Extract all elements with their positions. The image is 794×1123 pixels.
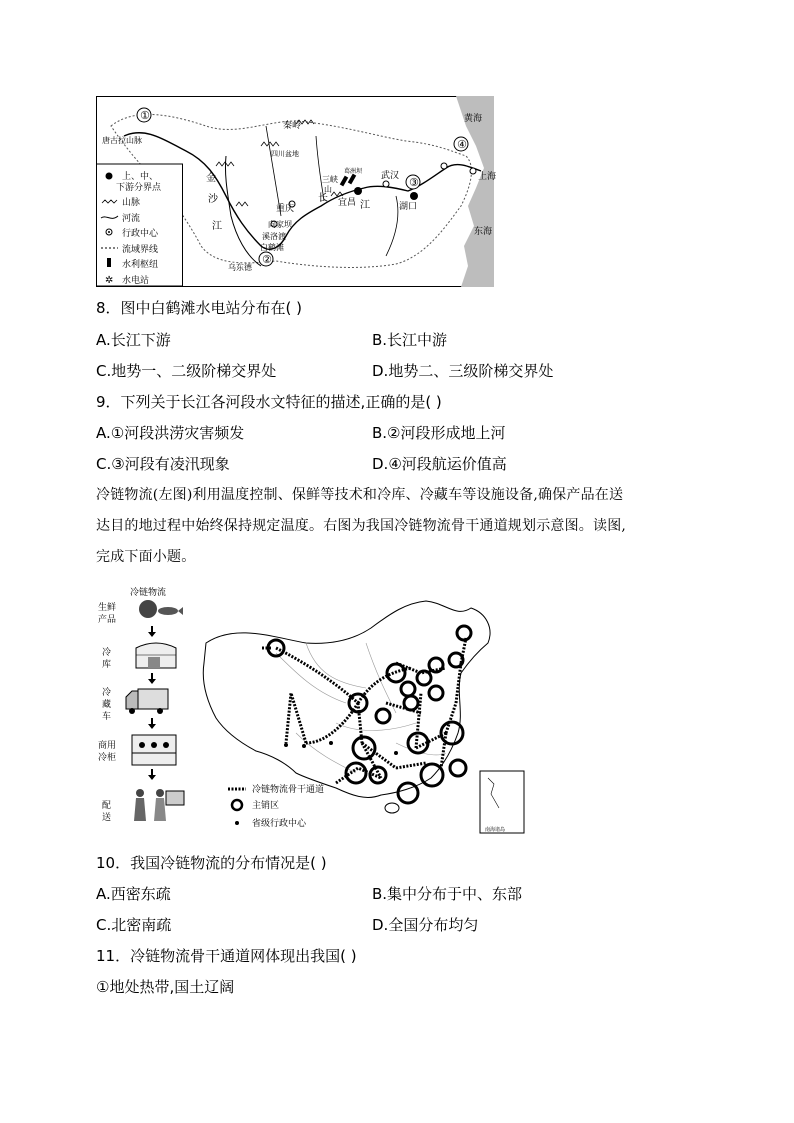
- q9-stem: 9．下列关于长江各河段水文特征的描述,正确的是( ): [96, 393, 442, 411]
- legend-text-6: 流域界线: [122, 245, 159, 255]
- hydro-icon: ✲: [105, 275, 114, 286]
- delivery-icon: [134, 789, 184, 821]
- q11-stem: 11．冷链物流骨干通道网体现出我国( ): [96, 947, 357, 965]
- arrow-down-icon: [148, 673, 156, 684]
- label-shanghai: 上海: [478, 172, 497, 182]
- boundary-point-yichang: [354, 187, 362, 195]
- admin-center-icon-dot: [108, 231, 110, 233]
- fresh-produce-icon: [139, 600, 183, 618]
- intro-line-3: 完成下面小题。: [96, 549, 196, 565]
- dam-icon: [107, 258, 111, 267]
- legend-text-5: 行政中心: [122, 229, 159, 239]
- q10-option-b[interactable]: B.集中分布于中、东部: [372, 885, 523, 903]
- q9-option-a[interactable]: A.①河段洪涝灾害频发: [96, 424, 245, 442]
- step-label-1b: 产品: [98, 615, 117, 625]
- step-label-4a: 商用: [98, 741, 117, 751]
- label-donghai: 东海: [474, 227, 493, 237]
- q10-option-a[interactable]: A.西密东疏: [96, 885, 171, 903]
- admin-center-shanghai: [470, 168, 476, 174]
- intro-line-1: 冷链物流(左图)利用温度控制、保鲜等技术和冷库、冷藏车等设施设备,确保产品在送: [96, 487, 624, 503]
- admin-center-nanjing: [441, 163, 447, 169]
- cold-storage-icon: [136, 643, 176, 668]
- boundary-point-hukou: [410, 192, 418, 200]
- q9-option-d[interactable]: D.④河段航运价值高: [372, 455, 507, 473]
- q8-option-a[interactable]: A.长江下游: [96, 331, 171, 349]
- label-baihetan: 白鹤滩: [260, 243, 284, 252]
- label-jiang: 江: [212, 221, 222, 232]
- label-wudongde: 乌东德: [228, 263, 252, 272]
- step-label-3c: 车: [102, 712, 112, 722]
- label-tanggula: 唐古拉山脉: [102, 136, 142, 145]
- step-label-5b: 送: [102, 813, 112, 823]
- q10-stem: 10．我国冷链物流的分布情况是( ): [96, 854, 327, 872]
- chain-title: 冷链物流: [130, 588, 167, 598]
- label-chongqing: 重庆: [276, 204, 295, 214]
- q8-stem: 8．图中白鹤滩水电站分布在( ): [96, 299, 303, 317]
- provincial-center-icon: [235, 821, 239, 825]
- label-qinling: 秦岭: [283, 121, 302, 131]
- legend-text-3: 山脉: [122, 198, 141, 208]
- cold-chain-svg: [96, 583, 504, 835]
- q9-option-c[interactable]: C.③河段有凌汛现象: [96, 455, 230, 473]
- label-circle4: ④: [457, 138, 467, 151]
- q8-option-d[interactable]: D.地势二、三级阶梯交界处: [372, 362, 554, 380]
- label-sichuan: 四川盆地: [271, 150, 299, 158]
- label-wuhan: 武汉: [381, 171, 400, 181]
- legend-main-market: 主销区: [252, 801, 280, 811]
- step-label-5a: 配: [102, 801, 112, 811]
- step-label-3a: 冷: [102, 688, 112, 698]
- legend-text-1: 上、中、: [122, 172, 159, 182]
- yangtze-map-svg: [96, 96, 497, 287]
- legend-text-2: 下游分界点: [116, 183, 162, 193]
- arrow-down-icon: [148, 626, 156, 637]
- label-shan: 山: [324, 185, 332, 194]
- step-label-3b: 藏: [102, 700, 112, 710]
- label-yichang: 宜昌: [338, 198, 357, 208]
- q9-option-b[interactable]: B.②河段形成地上河: [372, 424, 506, 442]
- yangtze-map: [96, 96, 497, 287]
- south-sea-inset: [480, 771, 524, 833]
- label-sha: 沙: [208, 194, 218, 205]
- arrow-down-icon: [148, 769, 156, 780]
- label-hukou: 湖口: [399, 202, 418, 212]
- label-circle3: ③: [409, 176, 419, 189]
- step-label-2a: 冷: [102, 648, 112, 658]
- label-circle1: ①: [140, 109, 150, 122]
- label-circle2: ②: [262, 253, 272, 266]
- q10-option-c[interactable]: C.北密南疏: [96, 916, 172, 934]
- refrigerated-truck-icon: [126, 689, 168, 714]
- label-huanghai: 黄海: [464, 114, 483, 124]
- legend-provincial-center: 省级行政中心: [252, 819, 307, 829]
- main-market-icon: [232, 800, 242, 810]
- label-jin: 金: [206, 173, 216, 184]
- dot-icon: [106, 173, 113, 180]
- q10-option-d[interactable]: D.全国分布均匀: [372, 916, 479, 934]
- label-chang: 长: [318, 193, 328, 204]
- label-jiang2: 江: [360, 200, 370, 211]
- cold-chain-figure: [96, 583, 504, 835]
- legend-text-7: 水利枢纽: [122, 260, 159, 270]
- q8-option-c[interactable]: C.地势一、二级阶梯交界处: [96, 362, 277, 380]
- commercial-freezer-icon: [132, 735, 176, 765]
- inset-label: 南海诸岛: [485, 827, 506, 833]
- hainan-island: [385, 803, 399, 813]
- label-xiangjiaba: 向家坝: [268, 220, 292, 229]
- legend-text-4: 河流: [122, 214, 141, 224]
- label-sanxia: 三峡: [322, 175, 338, 184]
- step-label-2b: 库: [102, 660, 112, 670]
- legend-trunk-channel: 冷链物流骨干通道: [252, 785, 325, 795]
- intro-line-2: 达目的地过程中始终保持规定温度。右图为我国冷链物流骨干通道规划示意图。读图,: [96, 518, 627, 534]
- q8-option-b[interactable]: B.长江中游: [372, 331, 448, 349]
- step-label-1a: 生鲜: [98, 603, 117, 613]
- admin-center-wuhan: [383, 181, 389, 187]
- q11-statement-1: ①地处热带,国土辽阔: [96, 978, 235, 996]
- label-xiluodu: 溪洛渡: [262, 232, 286, 241]
- legend-text-8: 水电站: [122, 276, 150, 286]
- label-gezhouba: 葛洲坝: [344, 168, 363, 175]
- step-label-4b: 冷柜: [98, 753, 117, 763]
- arrow-down-icon: [148, 718, 156, 729]
